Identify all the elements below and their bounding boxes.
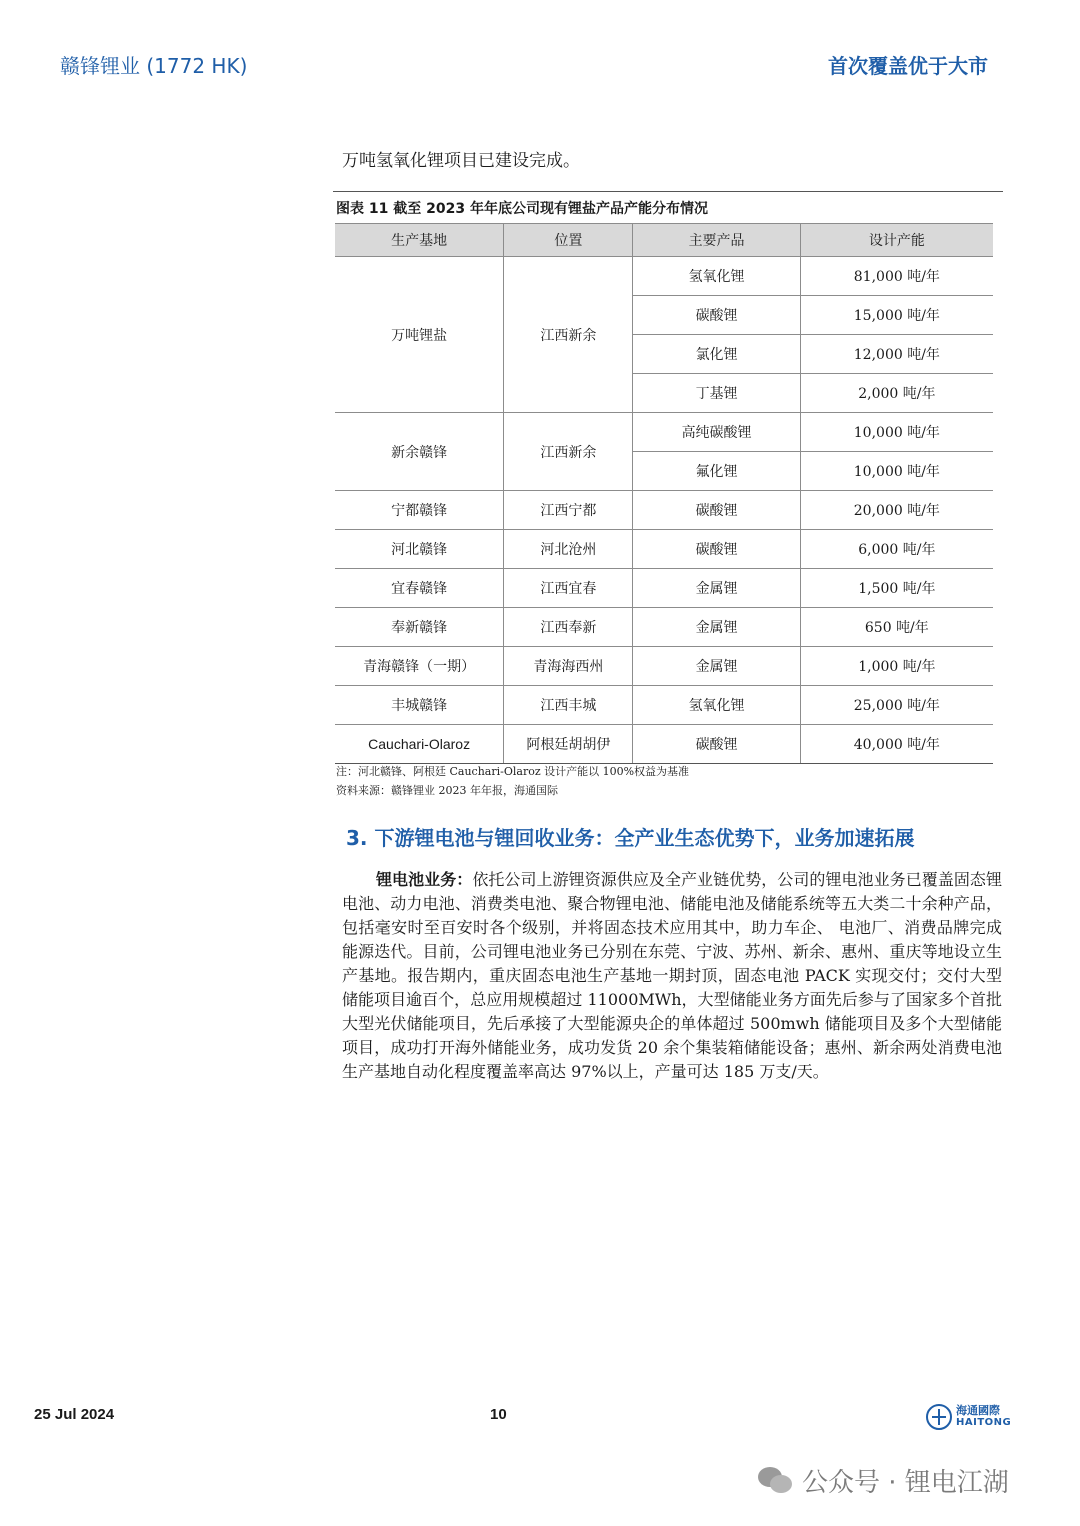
table-row — [335, 686, 993, 725]
product-cell: 高纯碳酸锂 — [633, 413, 800, 452]
location-cell: 河北沧州 — [504, 530, 633, 569]
base-cell: 宁都赣锋 — [335, 491, 504, 530]
footer-date: 25 Jul 2024 — [34, 1406, 115, 1423]
logo-cn-text: 海通國際 — [956, 1404, 1000, 1417]
capacity-cell: 10,000 吨/年 — [800, 452, 993, 491]
haitong-logo-icon — [926, 1404, 952, 1430]
table-row — [335, 725, 993, 764]
base-cell: 宜春赣锋 — [335, 569, 504, 608]
base-cell: 万吨锂盐 — [335, 257, 504, 413]
table-row — [335, 413, 993, 452]
product-cell: 氢氧化锂 — [633, 257, 800, 296]
watermark-text: 公众号 · 锂电江湖 — [802, 1468, 1009, 1498]
intro-text: 万吨氢氧化锂项目已建设完成。 — [342, 151, 580, 171]
base-cell: 新余赣锋 — [335, 413, 504, 491]
location-cell: 江西宜春 — [504, 569, 633, 608]
capacity-cell: 15,000 吨/年 — [800, 296, 993, 335]
table-source: 资料来源：赣锋锂业 2023 年年报，海通国际 — [336, 784, 558, 797]
capacity-cell: 2,000 吨/年 — [800, 374, 993, 413]
column-header: 位置 — [504, 224, 633, 257]
location-cell: 江西丰城 — [504, 686, 633, 725]
page-number: 10 — [490, 1406, 507, 1423]
location-cell: 江西新余 — [504, 413, 633, 491]
product-cell: 金属锂 — [633, 647, 800, 686]
product-cell: 氟化锂 — [633, 452, 800, 491]
capacity-cell: 1,000 吨/年 — [800, 647, 993, 686]
logo-en-text: HAITONG — [956, 1417, 1012, 1428]
table-row — [335, 569, 993, 608]
product-cell: 碳酸锂 — [633, 530, 800, 569]
capacity-table — [335, 223, 993, 764]
table-row — [335, 647, 993, 686]
table-row — [335, 491, 993, 530]
capacity-cell: 10,000 吨/年 — [800, 413, 993, 452]
base-cell: 丰城赣锋 — [335, 686, 504, 725]
base-cell: Cauchari-Olaroz — [335, 725, 504, 764]
haitong-logo — [926, 1404, 1011, 1430]
capacity-cell: 40,000 吨/年 — [800, 725, 993, 764]
capacity-cell: 12,000 吨/年 — [800, 335, 993, 374]
product-cell: 碳酸锂 — [633, 725, 800, 764]
figure-top-rule — [333, 191, 1003, 192]
product-cell: 氢氧化锂 — [633, 686, 800, 725]
table-header-row — [335, 224, 993, 257]
product-cell: 碳酸锂 — [633, 296, 800, 335]
product-cell: 碳酸锂 — [633, 491, 800, 530]
product-cell: 金属锂 — [633, 608, 800, 647]
column-header: 生产基地 — [335, 224, 504, 257]
capacity-cell: 20,000 吨/年 — [800, 491, 993, 530]
product-cell: 氯化锂 — [633, 335, 800, 374]
column-header: 主要产品 — [633, 224, 800, 257]
figure-title: 图表 11 截至 2023 年年底公司现有锂盐产品产能分布情况 — [336, 201, 708, 217]
section-heading: 3. 下游锂电池与锂回收业务：全产业生态优势下，业务加速拓展 — [346, 826, 915, 850]
watermark — [758, 1462, 1009, 1499]
table-note: 注：河北赣锋、阿根廷 Cauchari-Olaroz 设计产能以 100%权益为基准 — [336, 765, 690, 778]
table-row — [335, 608, 993, 647]
column-header: 设计产能 — [800, 224, 993, 257]
capacity-cell: 81,000 吨/年 — [800, 257, 993, 296]
location-cell: 江西奉新 — [504, 608, 633, 647]
base-cell: 青海赣锋（一期） — [335, 647, 504, 686]
capacity-cell: 6,000 吨/年 — [800, 530, 993, 569]
capacity-cell: 25,000 吨/年 — [800, 686, 993, 725]
paragraph-lead: 锂电池业务： — [376, 870, 473, 889]
body-paragraph — [342, 868, 1002, 1084]
location-cell: 青海海西州 — [504, 647, 633, 686]
table-row — [335, 257, 993, 296]
location-cell: 江西新余 — [504, 257, 633, 413]
base-cell: 奉新赣锋 — [335, 608, 504, 647]
capacity-cell: 650 吨/年 — [800, 608, 993, 647]
header-company: 赣锋锂业 (1772 HK) — [60, 54, 248, 78]
base-cell: 河北赣锋 — [335, 530, 504, 569]
location-cell: 江西宁都 — [504, 491, 633, 530]
location-cell: 阿根廷胡胡伊 — [504, 725, 633, 764]
wechat-icon — [758, 1467, 794, 1495]
capacity-cell: 1,500 吨/年 — [800, 569, 993, 608]
header-tagline: 首次覆盖优于大市 — [828, 54, 988, 78]
product-cell: 金属锂 — [633, 569, 800, 608]
product-cell: 丁基锂 — [633, 374, 800, 413]
table-row — [335, 530, 993, 569]
paragraph-text: 依托公司上游锂资源供应及全产业链优势，公司的锂电池业务已覆盖固态锂电池、动力电池、消费类电池、聚合物锂电池、储能电池及储能系统等五大类二十余种产品，包括毫安时至百安时各个级别，并将固态技术应用其中，助力车企、 电池厂、消费品牌完成能源迭代。目前，公司锂电池业务已分别在东莞、宁波、苏州、新余、惠州、重庆等地设立生产基地。报告期内，重庆固态电池生产基地一期封顶，固态电池 PACK 实现交付；交付大型储能项目逾百个，总应用规模超过 11000MWh，大型储能业务方面先后参与了国家多个首批大型光伏储能项目，先后承接了大型能源央企的单体超过 500mwh 储能项目及多个大型储能项目，成功打开海外储能业务，成功发货 20 余个集装箱储能设备；惠州、新余两处消费电池生产基地自动化程度覆盖率高达 97%以上，产量可达 185 万支/天。 — [342, 870, 1002, 1081]
